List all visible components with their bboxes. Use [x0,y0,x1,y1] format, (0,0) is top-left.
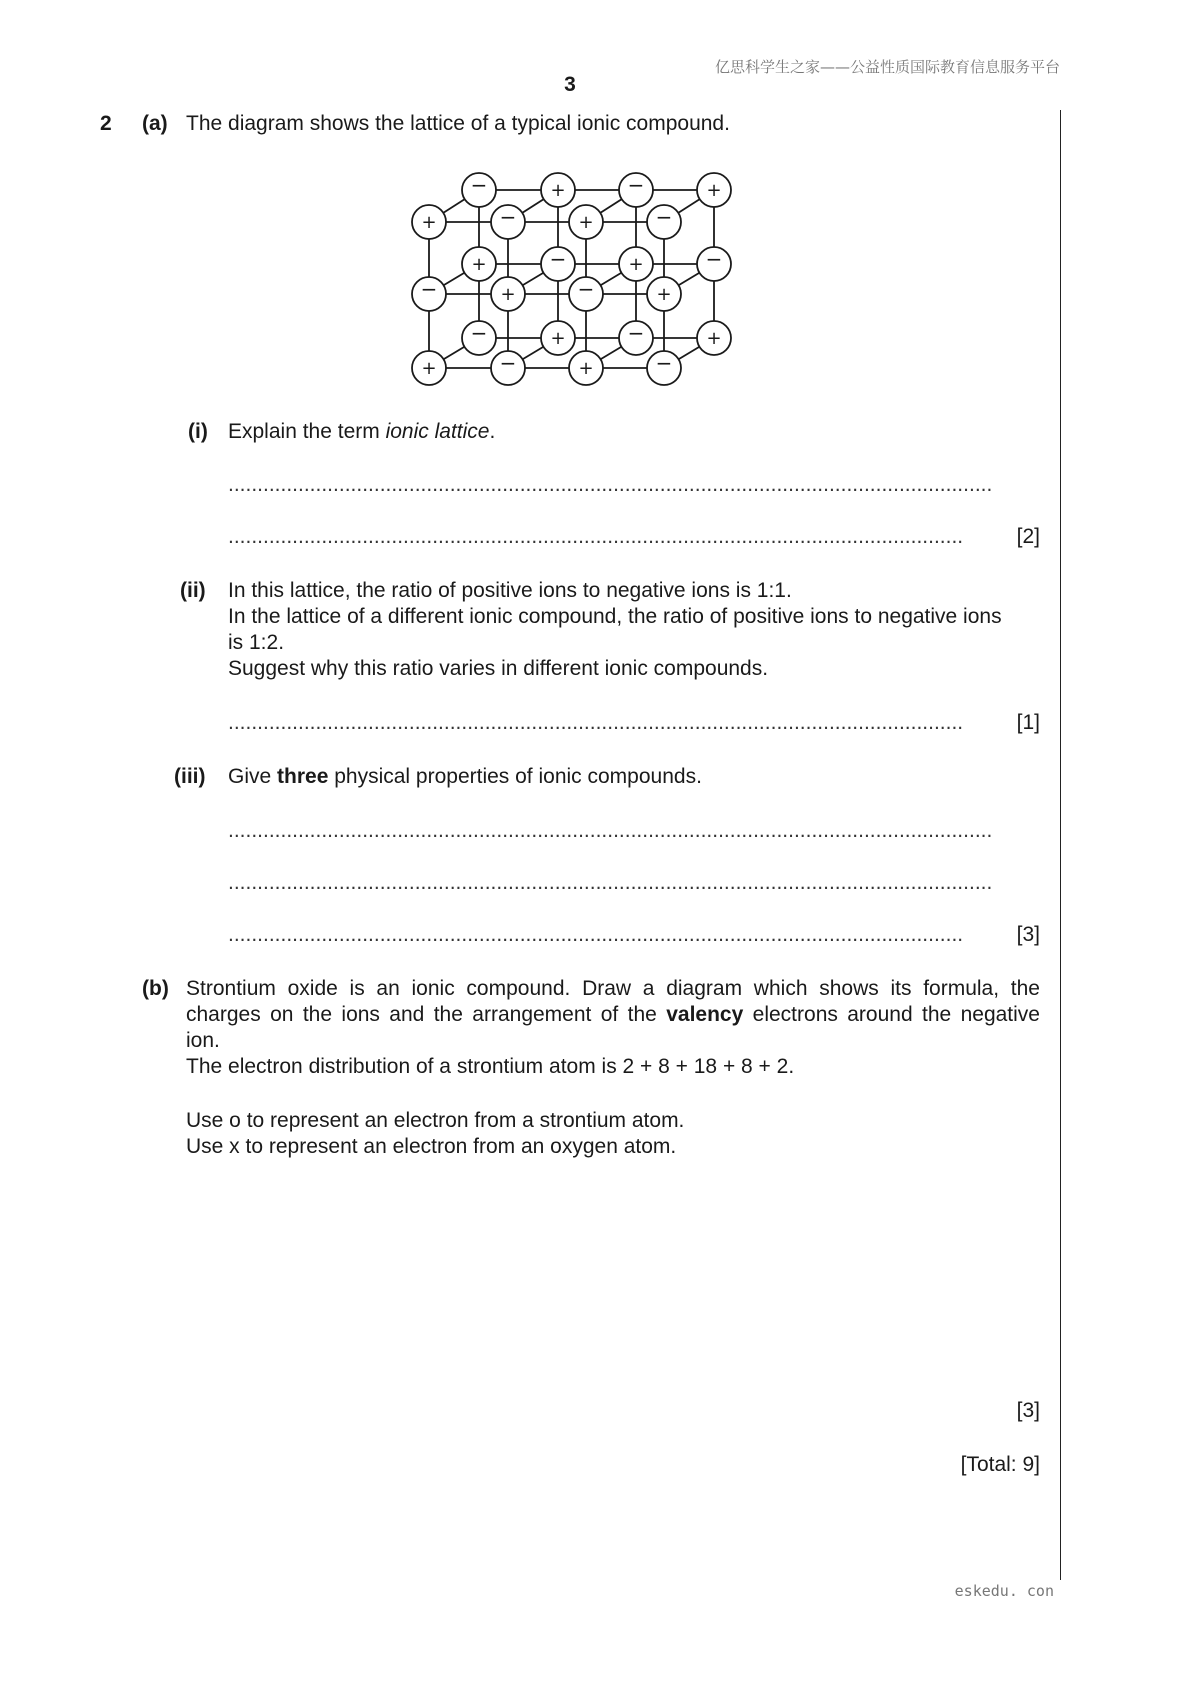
negative-ion [569,277,603,311]
positive-ion [697,173,731,207]
svg-text:+: + [578,212,594,233]
margin-line [1060,110,1061,1580]
sub-iii-bold-word: three [277,765,329,788]
svg-text:+: + [578,358,594,379]
part-b-valency: valency [666,1003,744,1026]
part-b-line6: Use x to represent an electron from an oxygen atom. [186,1135,677,1158]
svg-text:−: − [627,173,645,197]
part-a-intro: The diagram shows the lattice of a typical ionic compound. [186,112,730,135]
svg-text:−: − [470,173,488,197]
svg-text:−: − [705,247,723,271]
mark-i: [2] [1016,525,1040,548]
mark-b: [3] [1016,1399,1040,1422]
answer-line-iii-1[interactable]: ................................................................................................................................... [228,819,993,842]
sub-iii-label: (iii) [174,765,206,788]
sub-ii-line2: In the lattice of a different ionic compound, the ratio of positive ions to negative ions [228,605,1002,628]
header-watermark: 亿思科学生之家——公益性质国际教育信息服务平台 [714,58,1060,76]
sub-iii-text-before: Give [228,765,278,788]
negative-ion [697,247,731,281]
part-b-label: (b) [142,977,169,1000]
svg-text:+: + [500,284,516,305]
svg-text:+: + [706,328,722,349]
part-b-line3: ion. [186,1029,220,1052]
part-b-line2-after: electrons around the negative [743,1003,1040,1026]
svg-text:+: + [656,284,672,305]
question-number: 2 [100,112,112,135]
answer-line-i-1[interactable]: ................................................................................................................................... [228,473,993,496]
answer-line-i-2[interactable]: .............................................................................................................................. [228,525,964,548]
negative-ion [619,321,653,355]
part-a-label: (a) [142,112,168,135]
part-b-line1: Strontium oxide is an ionic compound. Draw a diagram which shows its formula, the [186,977,1040,1000]
sub-ii-line4: Suggest why this ratio varies in different ionic compounds. [228,657,769,680]
svg-text:+: + [706,180,722,201]
sub-i-question [228,419,495,445]
sub-iii-question [228,764,702,790]
svg-text:−: − [549,247,567,271]
footer-site: eskedu. con [954,1582,1054,1600]
total-mark: [Total: 9] [960,1453,1040,1476]
svg-text:+: + [550,328,566,349]
positive-ion [569,205,603,239]
ionic-lattice-diagram [400,168,740,390]
negative-ion [619,173,653,207]
positive-ion [619,247,653,281]
sub-ii-line1: In this lattice, the ratio of positive ions to negative ions is 1:1. [228,579,792,602]
negative-ion [647,351,681,385]
svg-text:−: − [627,321,645,345]
sub-i-text-after: . [489,420,496,443]
svg-text:−: − [420,277,438,301]
sub-ii-label: (ii) [180,579,206,602]
part-b-line2 [186,1002,1040,1028]
svg-text:−: − [655,351,673,375]
negative-ion [462,173,496,207]
positive-ion [697,321,731,355]
part-b-line5: Use o to represent an electron from a strontium atom. [186,1109,685,1132]
positive-ion [541,173,575,207]
negative-ion [462,321,496,355]
svg-text:−: − [499,205,517,229]
page-number: 3 [564,73,576,96]
svg-text:+: + [421,212,437,233]
answer-line-iii-3[interactable]: .............................................................................................................................. [228,923,964,946]
part-b-line4: The electron distribution of a strontium atom is 2 + 8 + 18 + 8 + 2. [186,1055,795,1078]
positive-ion [412,205,446,239]
negative-ion [541,247,575,281]
answer-line-iii-2[interactable]: ................................................................................................................................... [228,871,993,894]
svg-text:+: + [628,254,644,275]
svg-text:+: + [471,254,487,275]
part-b-line2-before: charges on the ions and the arrangement of the [186,1003,667,1026]
positive-ion [647,277,681,311]
negative-ion [647,205,681,239]
positive-ion [491,277,525,311]
svg-text:+: + [550,180,566,201]
positive-ion [412,351,446,385]
answer-drawing-area[interactable] [186,1170,1040,1390]
sub-i-text-before: Explain the term [228,420,386,443]
sub-iii-text-after: physical properties of ionic compounds. [328,765,702,788]
svg-text:−: − [577,277,595,301]
sub-ii-line3: is 1:2. [228,631,285,654]
mark-iii: [3] [1016,923,1040,946]
svg-text:+: + [421,358,437,379]
positive-ion [462,247,496,281]
svg-text:−: − [470,321,488,345]
answer-line-ii-1[interactable]: .............................................................................................................................. [228,711,964,734]
negative-ion [491,351,525,385]
negative-ion [491,205,525,239]
sub-i-term: ionic lattice [385,420,490,443]
negative-ion [412,277,446,311]
sub-i-label: (i) [188,420,208,443]
positive-ion [541,321,575,355]
positive-ion [569,351,603,385]
svg-text:−: − [499,351,517,375]
mark-ii: [1] [1016,711,1040,734]
svg-text:−: − [655,205,673,229]
